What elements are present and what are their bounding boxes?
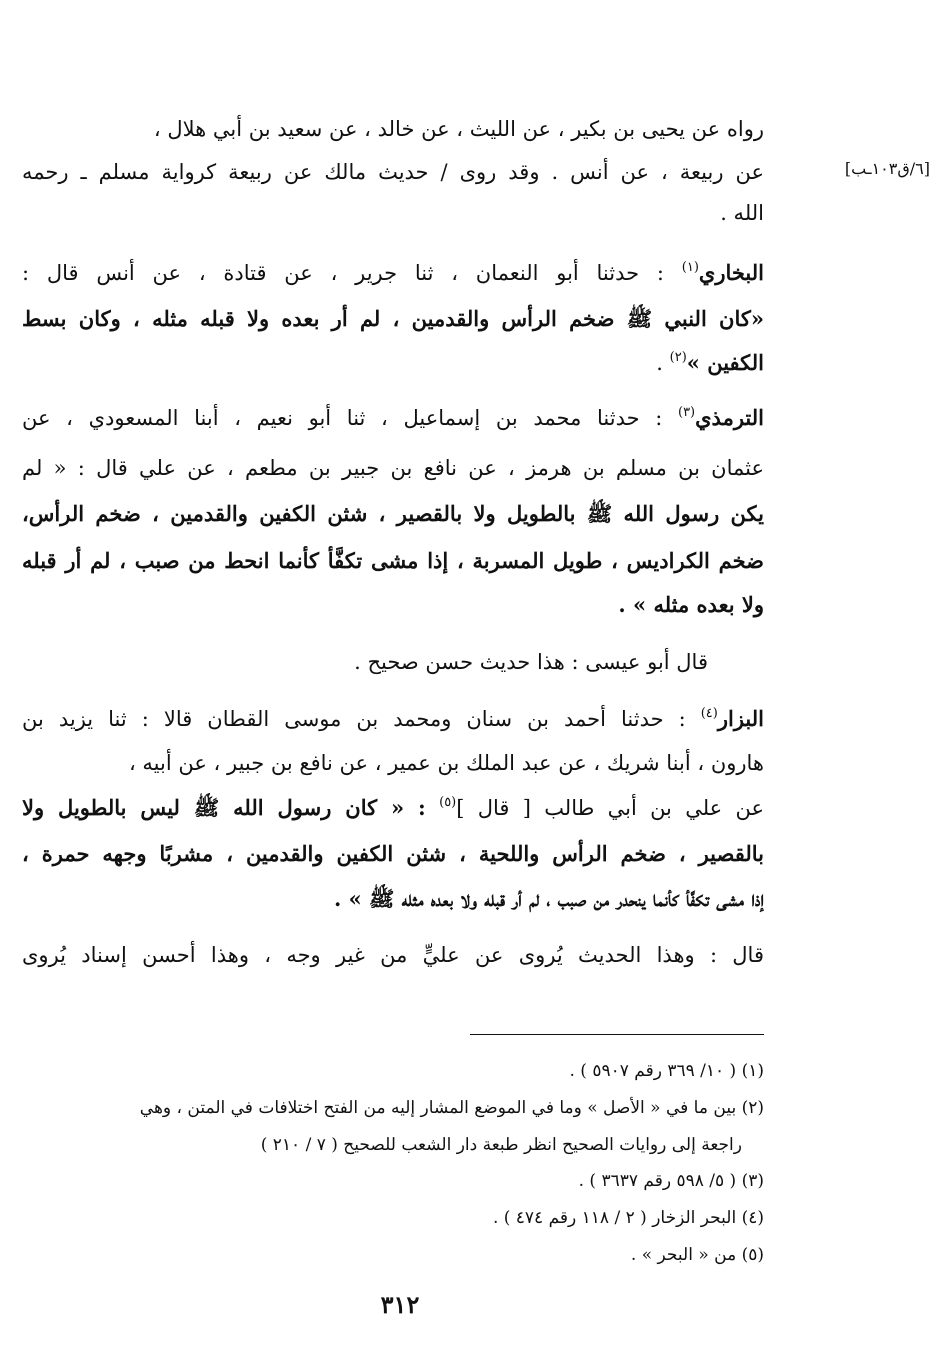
tirmidhi-line-3: يكن رسول الله ﷺ بالطويل ولا بالقصير ، شثن الكفين والقدمين ، ضخم الرأس، — [22, 501, 764, 526]
source-name-tirmidhi: الترمذي — [695, 405, 764, 430]
footnote-ref-1: (١) — [681, 260, 699, 275]
bazzar-line-5: إذا مشى تكفَّأ كأنما ينحدر من صبب ، لم أر قبله ولا بعده مثله ﷺ » . — [333, 886, 764, 911]
footnote-ref-5: (٥) — [439, 795, 457, 810]
footnote-ref-4: (٤) — [700, 706, 718, 721]
text-line-1: رواه عن يحيى بن بكير ، عن الليث ، عن خالد ، عن سعيد بن أبي هلال ، — [153, 117, 764, 141]
footnote-2: (٢) بين ما في « الأصل » وما في الموضع المشار إليه من الفتح اختلافات في المتن ، وهي — [139, 1098, 764, 1118]
abu-isa-comment: قال أبو عيسى : هذا حديث حسن صحيح . — [354, 650, 708, 674]
page-number: ٣١٢ — [380, 1290, 420, 1319]
source-name-bukhari: البخاري — [698, 260, 764, 285]
footnote-ref-3: (٣) — [677, 405, 696, 420]
footnote-3: (٣) ( ٥/ ٥٩٨ رقم ٣٦٣٧ ) . — [578, 1171, 764, 1191]
tirmidhi-line-2: عثمان بن مسلم بن هرمز ، عن نافع بن جبير بن مطعم ، عن علي قال : « لم — [22, 456, 764, 480]
tirmidhi-line-1: الترمذي$^{(٣)}$ : حدثنا محمد بن إسماعيل ، ثنا أبو نعيم ، أبنا المسعودي ، عن — [22, 405, 764, 430]
bazzar-line-1: البزار$^{(٤)}$ : حدثنا أحمد بن سنان ومحمد بن موسى القطان قالا : ثنا يزيد بن — [22, 706, 764, 731]
text-line-2: عن ربيعة ، عن أنس . وقد روى / حديث مالك عن ربيعة كرواية مسلم ـ رحمه — [22, 160, 764, 184]
source-name-bazzar: البزار — [717, 706, 764, 731]
tirmidhi-line-5: ولا بعده مثله » . — [618, 592, 764, 617]
footnote-ref-2: (٢) — [669, 350, 687, 365]
footnote-5: (٥) من « البحر » . — [630, 1245, 764, 1265]
bukhari-line-1 — [22, 258, 764, 292]
manuscript-folio-note: [٦/ق١٠٣ـب] — [844, 159, 930, 178]
footnote-4: (٤) البحر الزخار ( ٢ / ١١٨ رقم ٤٧٤ ) . — [492, 1208, 764, 1228]
bukhari-line-3: الكفين »$^{(٢)}$ . — [656, 350, 764, 375]
text-line-3: الله . — [720, 201, 764, 225]
footnote-2-continued: راجعة إلى روايات الصحيح انظر طبعة دار الشعب للصحيح ( ٧ / ٢١٠ ) — [260, 1135, 742, 1155]
bazzar-line-3: عن علي بن أبي طالب [ قال ]$^{(٥)}$ : « كان رسول الله ﷺ ليس بالطويل ولا — [22, 795, 764, 820]
bukhari-line-2: «كان النبي ﷺ ضخم الرأس والقدمين ، لم أر بعده ولا قبله مثله ، وكان بسط — [22, 306, 764, 331]
bukhari-isnad: : حدثنا أبو النعمان ، ثنا جرير ، عن قتادة ، عن أنس قال : — [22, 261, 664, 285]
bazzar-line-2: هارون ، أبنا شريك ، عن عبد الملك بن عمير ، عن نافع بن جبير ، عن أبيه ، — [128, 751, 764, 775]
bazzar-line-4: بالقصير ، ضخم الرأس واللحية ، شثن الكفين والقدمين ، مشربًا وجهه حمرة ، — [22, 841, 764, 866]
footnote-1: (١) ( ١٠/ ٣٦٩ رقم ٥٩٠٧ ) . — [569, 1061, 764, 1081]
footnote-separator — [470, 1034, 764, 1035]
closing-line: قال : وهذا الحديث يُروى عن عليٍّ من غير وجه ، وهذا أحسن إسناد يُروى — [22, 943, 764, 967]
tirmidhi-line-4: ضخم الكراديس ، طويل المسربة ، إذا مشى تكفَّأ كأنما انحط من صبب ، لم أر قبله — [22, 548, 764, 573]
